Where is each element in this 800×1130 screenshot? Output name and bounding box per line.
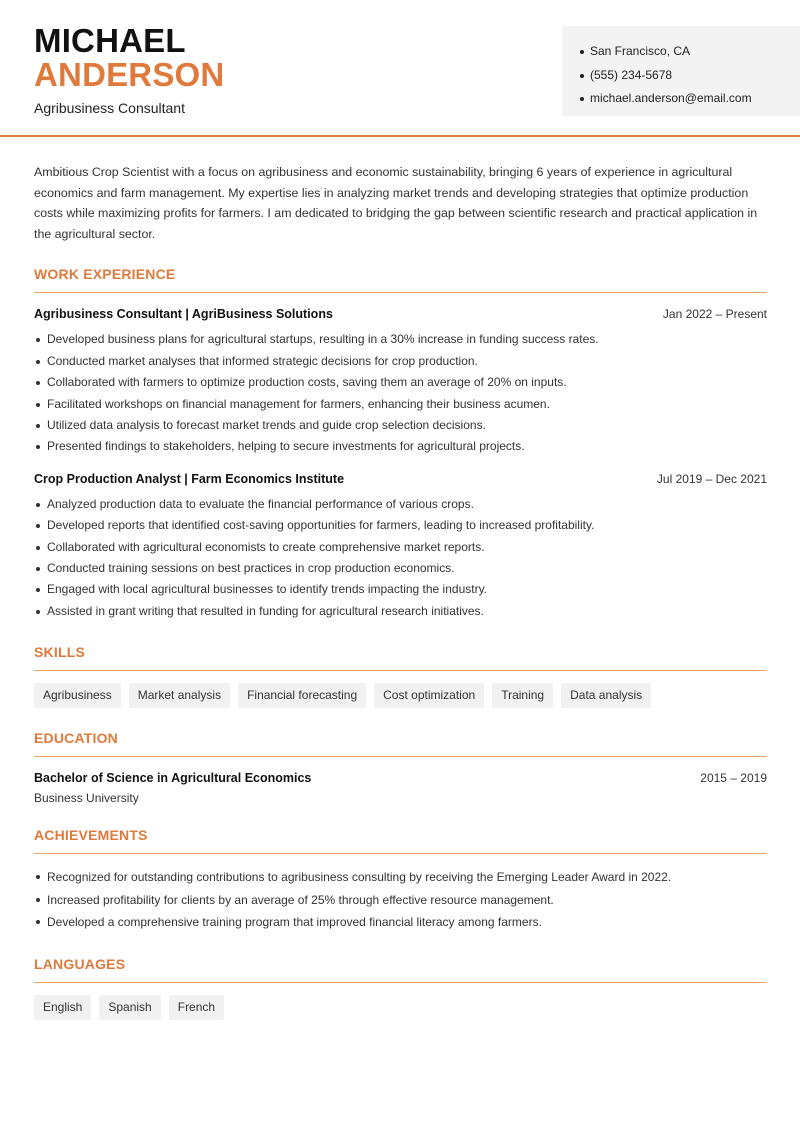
last-name: ANDERSON	[34, 56, 225, 93]
bullet-item: Utilized data analysis to forecast market trends and guide crop selection decisions.	[34, 415, 767, 436]
education-entry	[34, 771, 767, 805]
achievements-section	[34, 827, 767, 934]
section-title: EDUCATION	[34, 730, 767, 757]
resume-body	[34, 162, 767, 1020]
contact-email[interactable]: michael.anderson@email.com	[580, 87, 800, 111]
section-title: LANGUAGES	[34, 956, 767, 983]
first-name: MICHAEL	[34, 22, 186, 59]
job-date: Jul 2019 – Dec 2021	[656, 471, 767, 486]
bullet-item: Developed business plans for agricultural startups, resulting in a 30% increase in funding success rates.	[34, 329, 767, 350]
section-title: WORK EXPERIENCE	[34, 266, 767, 293]
job-entry	[34, 472, 767, 622]
bullet-item: Presented findings to stakeholders, helping to secure investments for agricultural projects.	[34, 436, 767, 457]
candidate-name	[34, 24, 224, 92]
skill-tag: Market analysis	[129, 683, 230, 708]
job-entry	[34, 307, 767, 457]
contact-phone: (555) 234-5678	[580, 64, 800, 88]
skill-tag: Data analysis	[561, 683, 651, 708]
language-tag: French	[169, 995, 224, 1020]
bullet-item: Engaged with local agricultural businesses to identify trends impacting the industry.	[34, 579, 767, 600]
job-title: Crop Production Analyst | Farm Economics Institute	[34, 471, 345, 486]
contact-box	[562, 26, 800, 116]
bullet-item: Conducted training sessions on best practices in crop production economics.	[34, 558, 767, 579]
job-date: Jan 2022 – Present	[662, 307, 767, 322]
education-section	[34, 730, 767, 805]
bullet-item: Analyzed production data to evaluate the financial performance of various crops.	[34, 494, 767, 515]
work-experience-section	[34, 266, 767, 622]
skill-tag: Training	[492, 683, 553, 708]
section-title: SKILLS	[34, 644, 767, 671]
resume-header	[0, 0, 800, 137]
language-tag: English	[34, 995, 91, 1020]
bullet-item: Assisted in grant writing that resulted in funding for agricultural research initiatives.	[34, 601, 767, 622]
skill-tag: Financial forecasting	[238, 683, 366, 708]
bullet-item: Conducted market analyses that informed strategic decisions for crop production.	[34, 351, 767, 372]
contact-location: San Francisco, CA	[580, 40, 800, 64]
skill-tag: Agribusiness	[34, 683, 121, 708]
school-name: Business University	[34, 791, 139, 806]
skill-tag: Cost optimization	[374, 683, 484, 708]
job-bullets	[34, 329, 767, 457]
job-title: Agribusiness Consultant	[34, 100, 185, 116]
bullet-item: Recognized for outstanding contributions to agribusiness consulting by receiving the Emerging Leader Award in 2022.	[34, 866, 767, 889]
language-tag: Spanish	[99, 995, 160, 1020]
section-title: ACHIEVEMENTS	[34, 827, 767, 854]
bullet-item: Collaborated with farmers to optimize production costs, saving them an average of 20% on inputs.	[34, 372, 767, 393]
summary: Ambitious Crop Scientist with a focus on agribusiness and economic sustainability, bringing 6 years of experience in agricultural economics and farm management. My expertise lies in analyzing market trends and developing strategies that optimize production costs while maximizing profits for farmers. I am dedicated to bridging the gap between scientific research and practical application in the agricultural sector.	[34, 165, 758, 241]
job-bullets	[34, 494, 767, 622]
languages-section	[34, 956, 767, 1020]
degree: Bachelor of Science in Agricultural Economics	[34, 771, 312, 786]
bullet-item: Facilitated workshops on financial management for farmers, enhancing their business acumen.	[34, 394, 767, 415]
job-title: Agribusiness Consultant | AgriBusiness Solutions	[34, 307, 333, 322]
education-date: 2015 – 2019	[700, 771, 767, 786]
language-tags	[34, 995, 767, 1020]
achievement-bullets	[34, 866, 767, 934]
bullet-item: Collaborated with agricultural economists to create comprehensive market reports.	[34, 537, 767, 558]
bullet-item: Developed reports that identified cost-saving opportunities for farmers, leading to increased profitability.	[34, 515, 767, 536]
bullet-item: Increased profitability for clients by an average of 25% through effective resource management.	[34, 889, 767, 912]
skill-tags	[34, 683, 767, 708]
skills-section	[34, 644, 767, 708]
bullet-item: Developed a comprehensive training program that improved financial literacy among farmers.	[34, 911, 767, 934]
